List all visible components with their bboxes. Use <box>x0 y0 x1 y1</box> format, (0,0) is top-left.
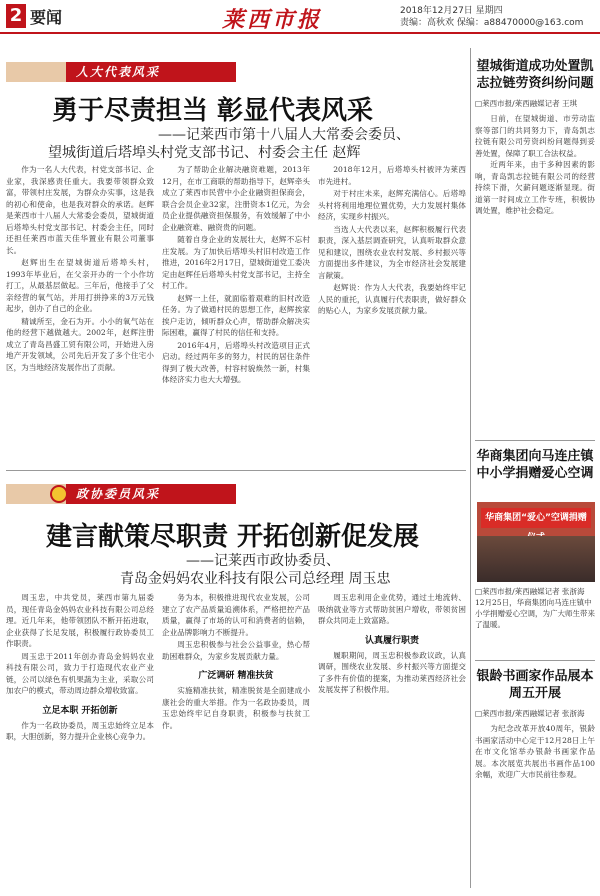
section-title: 要闻 <box>30 8 63 27</box>
byline: □莱西市报/莱西融媒记者 张浙海 <box>475 587 585 596</box>
subhead-1a: ——记莱西市第十八届人大常委会委员、 <box>158 127 410 143</box>
side-divider <box>475 440 595 441</box>
side-article-1-title: 望城街道成功处置凯志拉链劳资纠纷问题 <box>476 59 594 91</box>
paragraph: 周玉忠积极参与社会公益事业，热心帮助困难群众，为家乡发展贡献力量。 <box>162 640 310 661</box>
paragraph: 实施精准扶贫，精准脱贫是全面建成小康社会的重大举措。作为一名政协委员，周玉忠始终牢记自身职责，积极参与扶贫工作。 <box>162 686 310 730</box>
subhead-2b: 青岛金妈妈农业科技有限公司总经理 周玉忠 <box>120 571 391 587</box>
section-banner-cppcc <box>6 484 236 504</box>
subsection-title: 广泛调研 精准扶贫 <box>198 671 274 681</box>
photo-banner-text: 华商集团“爱心”空调捐赠 <box>481 508 591 528</box>
side-article-3-body <box>475 723 595 781</box>
paragraph: 对于村庄未来，赵辉充满信心。后塔埠头村将利用地理位置优势，大力发展村集体经济，实现乡村振兴。 <box>318 189 466 221</box>
article-1-col-2 <box>162 164 310 462</box>
page-number: 2 <box>6 4 26 28</box>
article-2-columns <box>6 592 466 890</box>
paragraph: 随着自身企业的发展壮大，赵辉不忘村庄发展。为了加快后塔埠头村旧村改造工作推进，2016年2月17日，望城街道党工委决定由赵辉任后塔埠头村党支部书记，主持全村工作。 <box>162 235 310 290</box>
paragraph: 为纪念改革开放40周年，银龄书画家活动中心定于12月28日上午在市文化馆举办银龄书画家作品展。本次展览共展出书画作品100余幅，欢迎广大市民前往参观。 <box>475 724 595 779</box>
photo-caption <box>475 586 595 630</box>
paragraph: 为了帮助企业解决融资难题，2013年12月，在市工商联的帮助指导下，赵辉牵头成立了莱西市民营中小企业融资担保商会，联合会员企业32家，注册资本1亿元，为会员企业提供融资担保服务，有效缓解了中小企业融资难、融资贵的问题。 <box>162 165 310 232</box>
paragraph: 2018年12月，后塔埠头村被评为莱西市先进村。 <box>318 165 466 186</box>
article-2-col-3 <box>318 592 466 890</box>
byline: □莱西市报/莱西融媒记者 张浙海 <box>475 709 585 718</box>
subsection-title: 认真履行职责 <box>364 635 419 646</box>
paragraph: 赵辉一上任，就面临着艰难的旧村改造任务。为了做通村民的思想工作，赵辉挨家挨户走访，倾听群众心声，帮助群众解决实际困难，赢得了村民的信任和支持。 <box>162 293 310 337</box>
side-article-1 <box>475 58 595 217</box>
paragraph: 日前，在望城街道、市劳动监察等部门的共同努力下，青岛凯志拉链有限公司劳资纠纷问题得到妥善处置，保障了职工合法权益。 <box>475 114 595 158</box>
headline-2: 建言献策尽职责 开拓创新促发展 <box>46 522 420 552</box>
paragraph: 周玉忠于2011年创办青岛金妈妈农业科技有限公司，致力于打造现代农业产业链，公司以绿色有机果蔬为主业，采取公司加农户的模式，带动周边群众增收致富。 <box>6 651 154 695</box>
paragraph: 精诚所至，金石为开。小小的氧气站在他的经营下越做越大。2002年，赵辉注册成立了青岛昌盛工贸有限公司，开始进入房地产开发领域，公司先后开发了多个住宅小区，为当地经济发展作出了贡献。 <box>6 316 154 372</box>
section-banner-npc <box>6 62 236 82</box>
article-2-col-2 <box>162 592 310 890</box>
section-divider <box>6 470 466 471</box>
article-1-col-3 <box>318 164 466 462</box>
issue-date: 2018年12月27日 星期四 <box>400 6 503 16</box>
banner-label: 政协委员风采 <box>76 487 161 501</box>
paragraph: 周玉忠，中共党员，莱西市第九届委员，现任青岛金妈妈农业科技有限公司总经理。近几年来，他带领团队不断开拓进取，企业获得了长足发展，积极履行政协委员工作职责。 <box>6 593 154 648</box>
banner-label: 人大代表风采 <box>76 65 161 79</box>
side-divider <box>475 660 595 661</box>
paragraph: 近两年来，由于多种因素的影响，青岛凯志拉链有限公司的经营持续下滑，欠薪问题逐渐显现。街道第一时间成立工作专班，积极协调处置，维护社会稳定。 <box>475 160 595 215</box>
column-divider <box>470 48 471 888</box>
article-2-col-1 <box>6 592 154 890</box>
subhead-1b: 望城街道后塔埠头村党支部书记、村委会主任 赵辉 <box>48 145 361 161</box>
photo-crowd <box>477 536 595 582</box>
subsection-title: 立足本职 开拓创新 <box>42 705 118 716</box>
paragraph: 赵辉出生在望城街道后塔埠头村，1993年毕业后，在父亲开办的一个小作坊打工，从最基层做起。三年后，他接手了父亲经营的氧气站，并用打拼挣来的3万元钱起步，创办了自己的企业。 <box>6 258 154 313</box>
issue-meta <box>400 5 583 29</box>
byline: □莱西市报/莱西融媒记者 王琪 <box>475 99 577 108</box>
side-article-1-body <box>475 113 595 217</box>
paragraph: 务为本，积极推进现代农业发展，公司建立了农产品质量追溯体系，严格把控产品质量，赢得了市场的认可和消费者的信赖，企业品牌影响力不断提升。 <box>162 593 310 637</box>
side-article-2-title: 华商集团向马连庄镇中小学捐赠爱心空调 <box>476 449 594 481</box>
article-1-col-1 <box>6 164 154 462</box>
paragraph: 履职期间，周玉忠积极参政议政，认真调研，围绕农业发展、乡村振兴等方面提交了多件有价值的提案，为推动莱西经济社会发展发挥了积极作用。 <box>318 650 466 694</box>
caption-text: 12月25日，华商集团向马连庄镇中小学捐赠爱心空调，为广大师生带来了温暖。 <box>475 598 595 629</box>
article-1-columns <box>6 164 466 462</box>
side-article-3-title: 银龄书画家作品展本周五开展 <box>476 669 594 701</box>
side-article-2 <box>475 448 595 488</box>
side-article-3 <box>475 668 595 781</box>
cppcc-emblem-icon <box>50 485 68 503</box>
donation-ceremony-photo <box>477 502 595 582</box>
paragraph: 作为一名政协委员，周玉忠始终立足本职，大胆创新，努力提升企业核心竞争力。 <box>6 720 154 741</box>
paragraph: 2016年4月，后塔埠头村改造项目正式启动。经过两年多的努力，村民的居住条件得到了极大改善，村容村貌焕然一新，村集体经济实力也大大增强。 <box>162 340 310 384</box>
paragraph: 赵辉说：作为人大代表，我要始终牢记人民的重托，认真履行代表职责，做好群众的贴心人，为家乡发展贡献力量。 <box>318 283 466 315</box>
masthead <box>0 0 600 34</box>
newspaper-logo: 莱西市报 <box>222 7 323 33</box>
headline-1: 勇于尽责担当 彰显代表风采 <box>52 96 374 126</box>
paragraph: 当选人大代表以来，赵辉积极履行代表职责，深入基层调查研究，认真听取群众意见和建议，围绕农业农村发展、乡村振兴等方面提出多件建议，为全市经济社会发展建言献策。 <box>318 224 466 280</box>
subhead-2a: ——记莱西市政协委员、 <box>186 553 340 569</box>
paragraph: 作为一名人大代表，村党支部书记、企业家，我深感责任重大。我要带领群众致富，带领村庄发展，为群众办实事，这是我的初心和使命，也是我对群众的承诺。赵辉是莱西市十八届人大常委会委员，望城街道后塔埠头村党支部书记、村委会主任，同时还担任莱西市蓝天佳华置业有限公司董事长。 <box>6 165 154 255</box>
paragraph: 周玉忠利用企业优势，通过土地流转、吸纳就业等方式帮助贫困户增收，带领贫困群众共同走上致富路。 <box>318 593 466 625</box>
editor-line: 责编：高秋欢 保编：a88470000@163.com <box>400 18 584 28</box>
